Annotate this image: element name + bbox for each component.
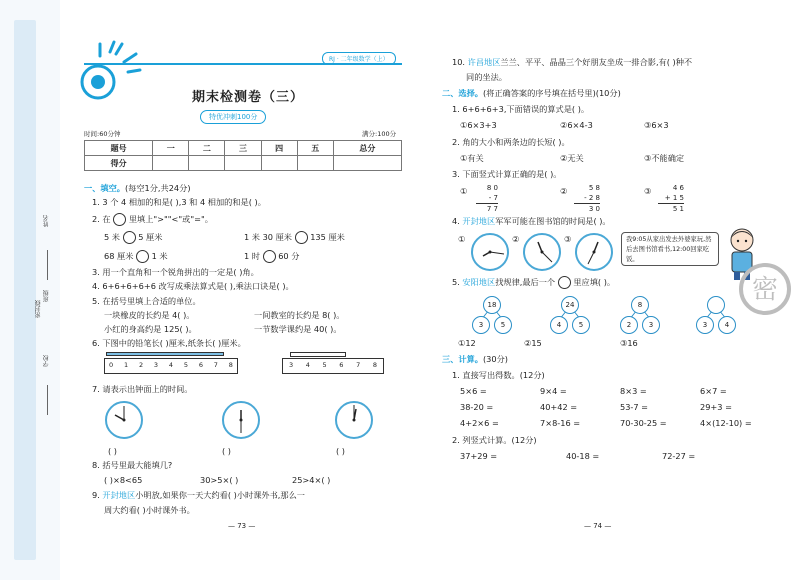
tree-top-node: 24: [561, 296, 579, 314]
ruler-tick: 6: [339, 361, 344, 369]
class-line: [47, 250, 48, 280]
svg-text:密: 密: [751, 275, 779, 305]
table-header: 四: [261, 141, 297, 156]
vertical-calc-a: [476, 183, 498, 214]
time-limit: 时间:60分钟: [84, 130, 121, 138]
question-5: 5. 在括号里填上合适的单位。: [92, 296, 201, 306]
tree-top-node: 18: [483, 296, 501, 314]
question-4: 4. 6+6+6+6+6 改写成乘法算式是( ),乘法口诀是( )。: [92, 281, 294, 291]
ruler-1: [104, 358, 238, 374]
question-5c: 小红的身高约是 125( )。: [104, 324, 197, 334]
binding-band: [14, 20, 36, 560]
question-5a: 一块橡皮的长约是 4( )。: [104, 310, 195, 320]
choice-2-opt: ③不能确定: [644, 153, 685, 163]
question-9b: 周大约看( )小时课外书。: [104, 505, 195, 515]
question-6: 6. 下图中的铅笔长( )厘米,纸条长( )厘米。: [92, 338, 246, 348]
clock-answer[interactable]: ( ): [108, 446, 117, 456]
tree-right-node: 3: [642, 316, 660, 334]
calc-item: 6×7 =: [700, 386, 727, 396]
page-number-right: — 74 —: [584, 522, 612, 530]
paper-strip: [290, 352, 346, 357]
score-cell[interactable]: [189, 156, 225, 171]
compare-item: 1 时: [244, 251, 260, 261]
full-score: 满分:100分: [362, 130, 397, 138]
choice-3: 3. 下面竖式计算正确的是( )。: [452, 169, 562, 179]
school-label: 学校: [43, 355, 50, 367]
vertical-item: 72-27 =: [662, 451, 696, 461]
calc-line: - 2 8: [574, 193, 600, 204]
calc-line: 3 0: [588, 205, 600, 213]
table-header: 三: [225, 141, 261, 156]
question-10: 10. 许昌地区兰兰、平平、晶晶三个好朋友坐成一排合影,有( )种不: [452, 57, 693, 67]
compare-circle[interactable]: [263, 250, 276, 263]
ruler-tick: 6: [198, 361, 203, 369]
compare-row-2b: [244, 250, 299, 263]
region-tag: 安阳地区: [462, 277, 496, 287]
calc-item: 4+2×6 =: [460, 418, 499, 428]
compare-row-1b: [244, 231, 345, 244]
option-number: ③: [564, 234, 572, 244]
region-tag: 许昌地区: [467, 57, 501, 67]
compare-circle-icon: [113, 213, 126, 226]
vertical-item: 40-18 =: [566, 451, 600, 461]
tree-right-node: 5: [572, 316, 590, 334]
score-cell[interactable]: [153, 156, 189, 171]
compare-item: 68 厘米: [104, 251, 134, 261]
choice-5-opt: ②15: [524, 338, 542, 348]
section2-note: (将正确答案的序号填在括号里)(10分): [482, 88, 621, 98]
region-tag: 开封地区: [102, 490, 136, 500]
slogan-badge: 特优冲刺100分: [200, 110, 266, 124]
compare-item: 1 米: [151, 251, 168, 261]
calc-2: 2. 列竖式计算。(12分): [452, 435, 537, 445]
calc-item: 5×6 =: [460, 386, 487, 396]
calc-line: - 7: [476, 193, 498, 204]
seal-label: 密封线: [35, 300, 42, 318]
row-label: 得分: [85, 156, 153, 171]
grade-tag: RJ · 二年级数学（上）: [322, 52, 396, 65]
calc-item: 40+42 =: [540, 402, 578, 412]
option-number: ①: [460, 186, 468, 196]
calc-1: 1. 直接写出得数。(12分): [452, 370, 545, 380]
calc-line: 8 0: [486, 184, 498, 192]
vertical-calc-b: [574, 183, 600, 214]
option-number: ①: [458, 234, 466, 244]
score-cell[interactable]: [333, 156, 401, 171]
q8-item: 25>4×( ): [292, 475, 331, 485]
section1-heading: [84, 183, 191, 194]
compare-circle[interactable]: [123, 231, 136, 244]
question-7: 7. 请表示出钟面上的时间。: [92, 384, 193, 394]
calc-item: 70-30-25 =: [620, 418, 667, 428]
vertical-calc-c: [658, 183, 684, 214]
clock-icon: [522, 232, 562, 272]
vertical-item: 37+29 =: [460, 451, 498, 461]
question-9-text: 小明放,如果你一天大约看( )小时课外书,那么一: [135, 490, 305, 500]
calc-line: 7 7: [486, 205, 498, 213]
score-table-row: [85, 156, 402, 171]
clock-answer[interactable]: ( ): [336, 446, 345, 456]
choice-1: 1. 6+6+6+3,下面错误的算式是( )。: [452, 104, 590, 114]
pencil: [106, 352, 224, 356]
clock-icon: [574, 232, 614, 272]
score-table-header: [85, 141, 402, 156]
seal-watermark-icon: [738, 262, 792, 316]
choice-1-opt: ③6×3: [644, 120, 669, 130]
ruler-tick: 8: [228, 361, 233, 369]
school-line: [47, 385, 48, 415]
clock-icon: [104, 400, 144, 440]
question-2: [92, 213, 213, 226]
question-8: 8. 括号里最大能填几?: [92, 460, 173, 470]
choice-5: 5. 安阳地区找规律,最后一个 里应填( )。: [452, 277, 616, 287]
binding-strip: [0, 0, 60, 580]
compare-item: 5 米: [104, 232, 120, 242]
compare-item: 1 米 30 厘米: [244, 232, 292, 242]
blank-circle-icon: [558, 276, 571, 289]
section3-note: (30分): [482, 354, 508, 364]
compare-circle[interactable]: [295, 231, 308, 244]
ruler-2: [282, 358, 384, 374]
choice-5-text: 找规律,最后一个: [495, 277, 556, 287]
ruler-tick: 1: [123, 361, 129, 369]
q8-item: ( )×8<65: [104, 475, 143, 485]
ruler-tick: 8: [372, 361, 377, 369]
score-cell[interactable]: [261, 156, 297, 171]
calc-item: 29+3 =: [700, 402, 732, 412]
clock-answer[interactable]: ( ): [222, 446, 231, 456]
clock-icon: [470, 232, 510, 272]
question-3: 3. 用一个直角和一个锐角拼出的一定是( )角。: [92, 267, 259, 277]
choice-2: 2. 角的大小和两条边的长短( )。: [452, 137, 570, 147]
table-header: 一: [153, 141, 189, 156]
question-5d: 一节数学课约是 40( )。: [254, 324, 342, 334]
question-2-text: 2. 在: [92, 214, 111, 224]
option-number: ②: [512, 234, 520, 244]
compare-item: 5 厘米: [138, 232, 163, 242]
calc-item: 7×8-16 =: [540, 418, 581, 428]
choice-5-opt: ①12: [458, 338, 476, 348]
region-tag: 开封地区: [462, 216, 496, 226]
section2-heading: [442, 88, 621, 99]
page-number-left: — 73 —: [228, 522, 256, 530]
question-2-text-b: 里填上">""<"或"="。: [128, 214, 213, 224]
compare-row-2: [104, 250, 168, 263]
score-cell[interactable]: [297, 156, 333, 171]
question-1: 1. 3 个 4 相加的和是( ),3 和 4 相加的和是( )。: [92, 197, 266, 207]
choice-2-opt: ②无关: [560, 153, 584, 163]
choice-1-opt: ①6×3+3: [460, 120, 497, 130]
ruler-tick: 3: [153, 361, 159, 369]
ruler-tick: 4: [168, 361, 174, 369]
choice-1-opt: ②6×4-3: [560, 120, 593, 130]
question-10b: 同的坐法。: [466, 72, 507, 82]
tree-left-node: 2: [620, 316, 638, 334]
question-10-text: 兰兰、平平、晶晶三个好朋友坐成一排合影,有( )种不: [500, 57, 693, 67]
compare-row-1: [104, 231, 162, 244]
section2-title: 二、选择。: [442, 88, 483, 98]
name-label: 姓名: [43, 215, 50, 227]
ruler-tick: 3: [289, 361, 294, 369]
section3-heading: [442, 354, 508, 365]
table-header: 总分: [333, 141, 401, 156]
calc-item: 38-20 =: [460, 402, 494, 412]
ruler-tick: 5: [322, 361, 327, 369]
section3-title: 三、计算。: [442, 354, 483, 364]
question-9: 9. 开封地区小明放,如果你一天大约看( )小时课外书,那么一: [92, 490, 305, 500]
option-number: ③: [644, 186, 652, 196]
calc-line: 5 8: [588, 184, 600, 192]
choice-4-text: 军军可能在图书馆的时间是( )。: [495, 216, 611, 226]
ruler-tick: 5: [183, 361, 188, 369]
question-5b: 一间教室的长约是 8( )。: [254, 310, 345, 320]
table-header: 题号: [85, 141, 153, 156]
score-table: [84, 140, 402, 171]
choice-5-opt: ③16: [620, 338, 638, 348]
calc-line: + 1 5: [658, 193, 684, 204]
tree-left-node: 3: [472, 316, 490, 334]
table-header: 五: [297, 141, 333, 156]
compare-item: 135 厘米: [310, 232, 345, 242]
tree-left-node: 3: [696, 316, 714, 334]
compare-circle[interactable]: [136, 250, 149, 263]
tree-top-node: 8: [631, 296, 649, 314]
logo-icon: [70, 40, 142, 110]
choice-4: 4. 开封地区军军可能在图书馆的时间是( )。: [452, 216, 611, 226]
ruler-tick: 0: [109, 361, 114, 369]
compare-item: 60 分: [278, 251, 300, 261]
ruler-tick: 7: [356, 361, 361, 369]
calc-line: 5 1: [672, 205, 684, 213]
class-label: 班级: [43, 290, 50, 302]
ruler-tick: 2: [138, 361, 144, 369]
choice-5-text-b: 里应填( )。: [573, 277, 616, 287]
option-number: ②: [560, 186, 568, 196]
ruler-tick: 7: [213, 361, 218, 369]
page-title: 期末检测卷（三）: [192, 90, 305, 105]
choice-2-opt: ①有关: [460, 153, 484, 163]
calc-line: 4 6: [672, 184, 684, 192]
clock-icon: [334, 400, 374, 440]
q8-item: 30>5×( ): [200, 475, 239, 485]
tree-top-node[interactable]: [707, 296, 725, 314]
section1-title: 一、填空。: [84, 183, 125, 193]
speech-bubble: 我9:05从家出发去外婆家玩,然后去图书馆看书,12:00回家吃饭。: [621, 232, 719, 266]
table-header: 二: [189, 141, 225, 156]
calc-item: 53-7 =: [620, 402, 649, 412]
tree-right-node: 4: [718, 316, 736, 334]
calc-item: 4×(12-10) =: [700, 418, 752, 428]
tree-right-node: 5: [494, 316, 512, 334]
score-cell[interactable]: [225, 156, 261, 171]
tree-left-node: 4: [550, 316, 568, 334]
calc-item: 9×4 =: [540, 386, 567, 396]
section1-note: (每空1分,共24分): [124, 183, 191, 193]
ruler-tick: 4: [305, 361, 310, 369]
calc-item: 8×3 =: [620, 386, 647, 396]
clock-icon: [221, 400, 261, 440]
